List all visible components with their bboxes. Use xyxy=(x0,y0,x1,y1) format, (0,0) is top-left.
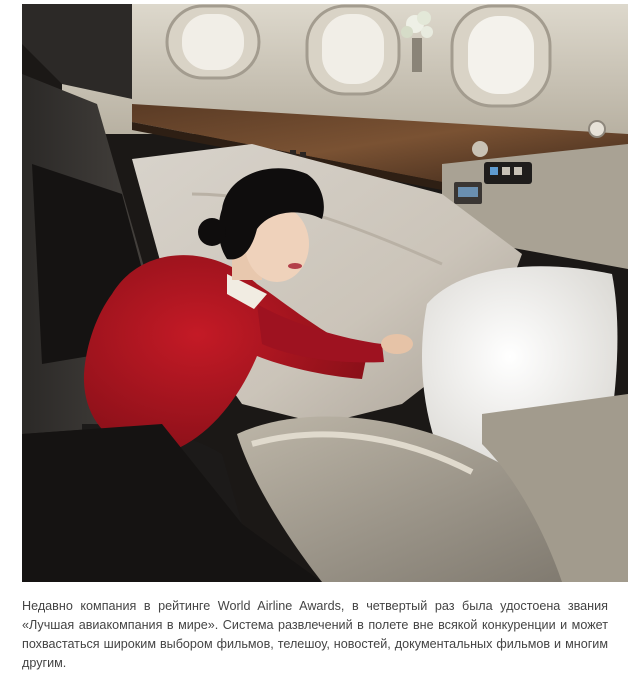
window-icon xyxy=(452,6,550,106)
reading-light-icon xyxy=(589,121,605,137)
window-icon xyxy=(167,6,259,78)
window-icon xyxy=(307,6,399,94)
photo-caption: Недавно компания в рейтинге World Airline Awards, в четвертый раз была удостоена звания «Лучшая авиакомпания в мире». Система развлечений в полете вне всякой конкуренции и может похвастаться широким выбором фильмов, телешоу, новостей, документальных фильмов и многим другим. xyxy=(22,599,608,670)
cabin-photo xyxy=(22,4,628,582)
